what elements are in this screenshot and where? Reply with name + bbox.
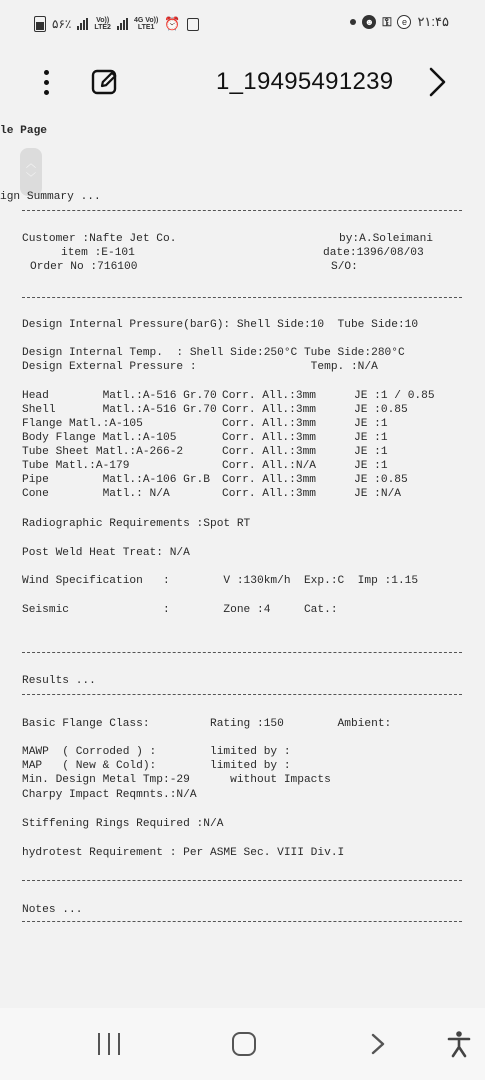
joint-efficiency: JE :1 / 0.85 bbox=[354, 390, 435, 402]
divider bbox=[22, 921, 462, 922]
corrosion-allowance: Corr. All.:N/A bbox=[222, 460, 316, 472]
chevron-up-icon: ︿ bbox=[26, 159, 36, 170]
divider bbox=[22, 652, 462, 653]
corrosion-allowance: Corr. All.:3mm bbox=[222, 446, 316, 458]
joint-efficiency: JE :0.85 bbox=[354, 404, 408, 416]
signal-icon bbox=[117, 18, 128, 30]
home-icon[interactable] bbox=[232, 1032, 256, 1056]
more-vert-icon[interactable] bbox=[36, 68, 56, 98]
alarm-icon: ⏰ bbox=[164, 16, 181, 31]
corrosion-allowance: Corr. All.:3mm bbox=[222, 390, 316, 402]
stiffening-line: Stiffening Rings Required :N/A bbox=[22, 818, 224, 830]
accessibility-icon[interactable] bbox=[446, 1030, 472, 1058]
joint-efficiency: JE :1 bbox=[354, 432, 388, 444]
external-pressure-line: Design External Pressure : Temp. :N/A bbox=[22, 361, 378, 373]
scroll-handle[interactable] bbox=[20, 148, 42, 196]
mawp-line: MAWP ( Corroded ) : limited by : bbox=[22, 746, 291, 758]
app-bar bbox=[0, 52, 485, 112]
corrosion-allowance: Corr. All.:3mm bbox=[222, 418, 316, 430]
vpn-icon: ⚿ bbox=[382, 14, 392, 29]
radiographic-line: Radiographic Requirements :Spot RT bbox=[22, 518, 251, 530]
document-page[interactable] bbox=[0, 118, 485, 1010]
notification-icon bbox=[187, 18, 199, 31]
navigation-bar bbox=[0, 1008, 485, 1080]
by-line: by:A.Soleimani bbox=[339, 233, 433, 245]
material-name: Tube Sheet Matl.:A-266-2 bbox=[22, 446, 184, 458]
face-icon: ☻ bbox=[362, 15, 376, 29]
back-icon[interactable] bbox=[370, 1032, 386, 1056]
corrosion-allowance: Corr. All.:3mm bbox=[222, 474, 316, 486]
status-right bbox=[350, 14, 449, 30]
results-heading: Results ... bbox=[22, 675, 96, 687]
seismic-line: Seismic : Zone :4 Cat.: bbox=[22, 604, 338, 616]
clock: ۲۱:۴۵ bbox=[417, 14, 449, 29]
corrosion-allowance: Corr. All.:3mm bbox=[222, 404, 316, 416]
page-heading: le Page bbox=[0, 125, 47, 137]
status-bar bbox=[0, 0, 485, 48]
date-line: date:1396/08/03 bbox=[323, 247, 424, 259]
pwht-line: Post Weld Heat Treat: N/A bbox=[22, 547, 190, 559]
material-name: Head Matl.:A-516 Gr.70 bbox=[22, 390, 217, 402]
item-line: item :E-101 bbox=[61, 247, 135, 259]
joint-efficiency: JE :1 bbox=[354, 446, 388, 458]
summary-heading: ign Summary ... bbox=[0, 191, 101, 203]
joint-efficiency: JE :N/A bbox=[354, 488, 401, 500]
material-name: Shell Matl.:A-516 Gr.70 bbox=[22, 404, 217, 416]
hydrotest-line: hydrotest Requirement : Per ASME Sec. VIII Div.I bbox=[22, 847, 345, 859]
status-left bbox=[34, 15, 199, 33]
temp-line: Design Internal Temp. : Shell Side:250°C Tube Side:280°C bbox=[22, 347, 405, 359]
material-name: Pipe Matl.:A-106 Gr.B bbox=[22, 474, 210, 486]
joint-efficiency: JE :1 bbox=[354, 418, 388, 430]
edit-icon[interactable] bbox=[90, 67, 120, 97]
joint-efficiency: JE :1 bbox=[354, 460, 388, 472]
material-name: Tube Matl.:A-179 bbox=[22, 460, 130, 472]
so-line: S/O: bbox=[331, 261, 358, 273]
map-line: MAP ( New & Cold): limited by : bbox=[22, 760, 291, 772]
material-name: Flange Matl.:A-105 bbox=[22, 418, 143, 430]
sim1-label: Vo)) LTE2 bbox=[94, 17, 111, 31]
corrosion-allowance: Corr. All.:3mm bbox=[222, 488, 316, 500]
chevron-down-icon: ﹀ bbox=[26, 173, 36, 184]
chevron-right-icon[interactable] bbox=[426, 65, 450, 99]
divider bbox=[22, 297, 462, 298]
material-name: Body Flange Matl.:A-105 bbox=[22, 432, 177, 444]
mdmt-line: Min. Design Metal Tmp:-29 without Impacts bbox=[22, 774, 331, 786]
dot-icon bbox=[350, 19, 356, 25]
divider bbox=[22, 210, 462, 211]
joint-efficiency: JE :0.85 bbox=[354, 474, 408, 486]
flange-class-line: Basic Flange Class: Rating :150 Ambient: bbox=[22, 718, 392, 730]
divider bbox=[22, 694, 462, 695]
notes-heading: Notes ... bbox=[22, 904, 83, 916]
battery-percent: ۵۶٪ bbox=[52, 17, 72, 31]
sim2-label: 4G Vo)) LTE1 bbox=[133, 17, 159, 31]
divider bbox=[22, 880, 462, 881]
battery-icon bbox=[34, 16, 46, 32]
pressure-line: Design Internal Pressure(barG): Shell Side:10 Tube Side:10 bbox=[22, 319, 419, 331]
material-name: Cone Matl.: N/A bbox=[22, 488, 170, 500]
corrosion-allowance: Corr. All.:3mm bbox=[222, 432, 316, 444]
document-title: 1_19495491239 bbox=[216, 68, 394, 95]
order-line: Order No :716100 bbox=[30, 261, 138, 273]
customer-line: Customer :Nafte Jet Co. bbox=[22, 233, 177, 245]
browser-icon: e bbox=[397, 15, 411, 29]
charpy-line: Charpy Impact Reqmnts.:N/A bbox=[22, 789, 197, 801]
wind-line: Wind Specification : V :130km/h Exp.:C Imp :1.15 bbox=[22, 575, 419, 587]
recents-icon[interactable] bbox=[98, 1033, 120, 1055]
signal-icon bbox=[77, 18, 88, 30]
